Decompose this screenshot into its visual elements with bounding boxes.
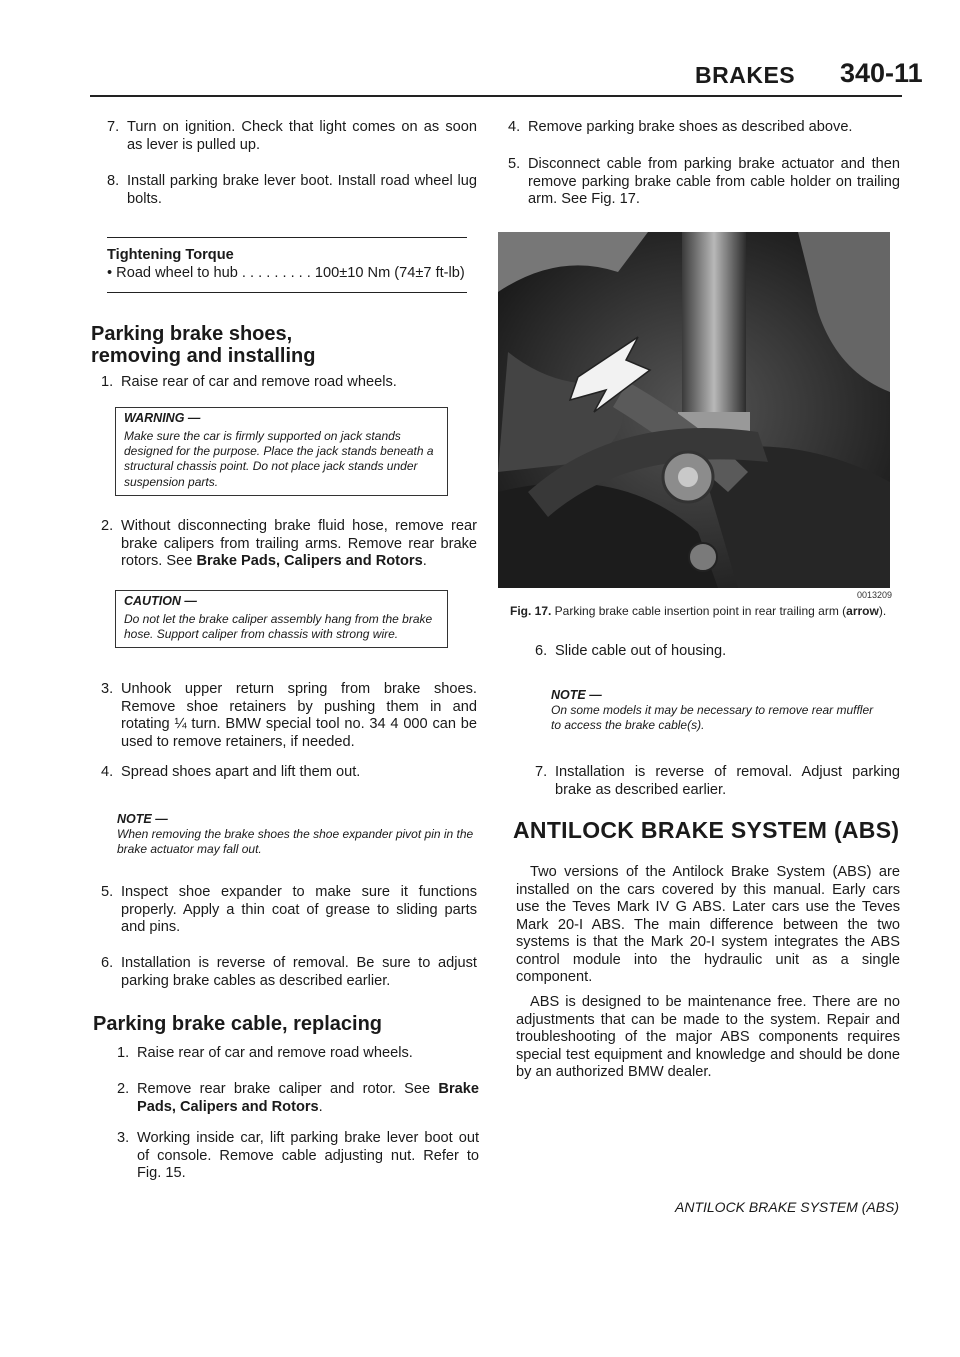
shoes-step-5: 5. Inspect shoe expander to make sure it functions properly. Apply a thin coat of grease to sliding parts and pins. (101, 884, 477, 935)
section-title: BRAKES (695, 62, 796, 88)
abs-paragraph-2: ABS is designed to be maintenance free. There are no adjustments that can be made to the system. Repair and troubleshooting of the major ABS components requires special test equipment and knowledge and should be done by an authorized BMW dealer. (516, 994, 900, 1080)
warning-body: Make sure the car is firmly supported on jack stands designed for the purpose. Place the jack stands beneath a structural chassis point. Do not place jack stands under suspension parts. (124, 429, 434, 489)
cable-step-3: 3. Working inside car, lift parking brake lever boot out of console. Remove cable adjusting nut. Refer to Fig. 15. (117, 1130, 479, 1181)
figure-17-photo (498, 232, 890, 588)
note-body: On some models it may be necessary to remove rear muffler to access the brake cable(s). (551, 703, 874, 733)
cable-step-2: 2. Remove rear brake caliper and rotor. See Brake Pads, Calipers and Rotors. (117, 1081, 479, 1115)
shoes-note (117, 812, 477, 857)
step-8-lever-boot: 8. Install parking brake lever boot. Install road wheel lug bolts. (107, 173, 477, 207)
caution-title: CAUTION — (124, 594, 197, 608)
cable-step-5: 5. Disconnect cable from parking brake actuator and then remove parking brake cable from cable holder on trailing arm. See Fig. 17. (508, 156, 900, 207)
torque-spec: • Road wheel to hub . . . . . . . . . 100±10 Nm (74±7 ft-lb) (107, 265, 465, 281)
caution-body: Do not let the brake caliper assembly hang from the brake hose. Support caliper from chassis with strong wire. (124, 612, 433, 642)
trailing-arm-photo (498, 232, 890, 588)
cable-step-6: 6. Slide cable out of housing. (535, 643, 727, 659)
step-7-ignition: 7. Turn on ignition. Check that light comes on as soon as lever is pulled up. (107, 119, 477, 153)
cable-heading: Parking brake cable, replacing (93, 1013, 383, 1035)
cross-reference: Brake Pads, Calipers and Rotors (196, 553, 423, 569)
shoes-step-6: 6. Installation is reverse of removal. Be sure to adjust parking brake cables as described earlier. (101, 955, 477, 989)
page-number: 340-11 (840, 58, 923, 88)
shoes-step-2: 2. Without disconnecting brake fluid hose, remove rear brake calipers from trailing arms. Remove rear brake rotors. See Brake Pads, Calipers and Rotors. (101, 518, 477, 569)
header-rule (90, 95, 902, 97)
muffler-note (551, 688, 881, 733)
figure-label: Fig. 17. (510, 604, 552, 618)
cable-step-7: 7. Installation is reverse of removal. Adjust parking brake as described earlier. (535, 764, 900, 798)
note-body: When removing the brake shoes the shoe expander pivot pin in the brake actuator may fall out. (117, 827, 474, 857)
abs-paragraph-1: Two versions of the Antilock Brake System (ABS) are installed on the cars covered by this manual. Early cars use the Teves Mark IV G ABS. Later cars use the Teves Mark 20-I ABS. The main difference between the two systems is that the Mark 20-I system integrates the ABS control module into the hydraulic unit as a single component. (516, 864, 900, 985)
note-title: NOTE — (551, 688, 602, 702)
shoes-step-1: 1. Raise rear of car and remove road wheels. (101, 374, 397, 390)
warning-box (115, 407, 448, 496)
cross-reference: Brake Pads, Calipers and Rotors (137, 1081, 479, 1115)
cable-step-1: 1. Raise rear of car and remove road wheels. (117, 1045, 413, 1061)
note-title: NOTE — (117, 812, 168, 826)
shoes-step-3: 3. Unhook upper return spring from brake shoes. Remove shoe retainers by pushing them in and rotating ¼ turn. BMW special tool no. 34 4 000 can be used to remove retainers, if needed. (101, 681, 477, 750)
abs-heading: ANTILOCK BRAKE SYSTEM (ABS) (513, 817, 900, 843)
figure-code: 0013209 (857, 590, 893, 600)
figure-caption: Fig. 17. Parking brake cable insertion point in rear trailing arm (arrow). (510, 604, 887, 618)
footer-section-title: ANTILOCK BRAKE SYSTEM (ABS) (675, 1199, 900, 1215)
shoes-heading: Parking brake shoes, removing and installing (91, 323, 316, 367)
warning-title: WARNING — (124, 411, 201, 425)
cable-step-4: 4. Remove parking brake shoes as described above. (508, 119, 853, 135)
tightening-torque-box (107, 237, 467, 293)
shoes-step-4: 4. Spread shoes apart and lift them out. (101, 764, 361, 780)
torque-title: Tightening Torque (107, 247, 234, 263)
caution-box (115, 590, 448, 648)
